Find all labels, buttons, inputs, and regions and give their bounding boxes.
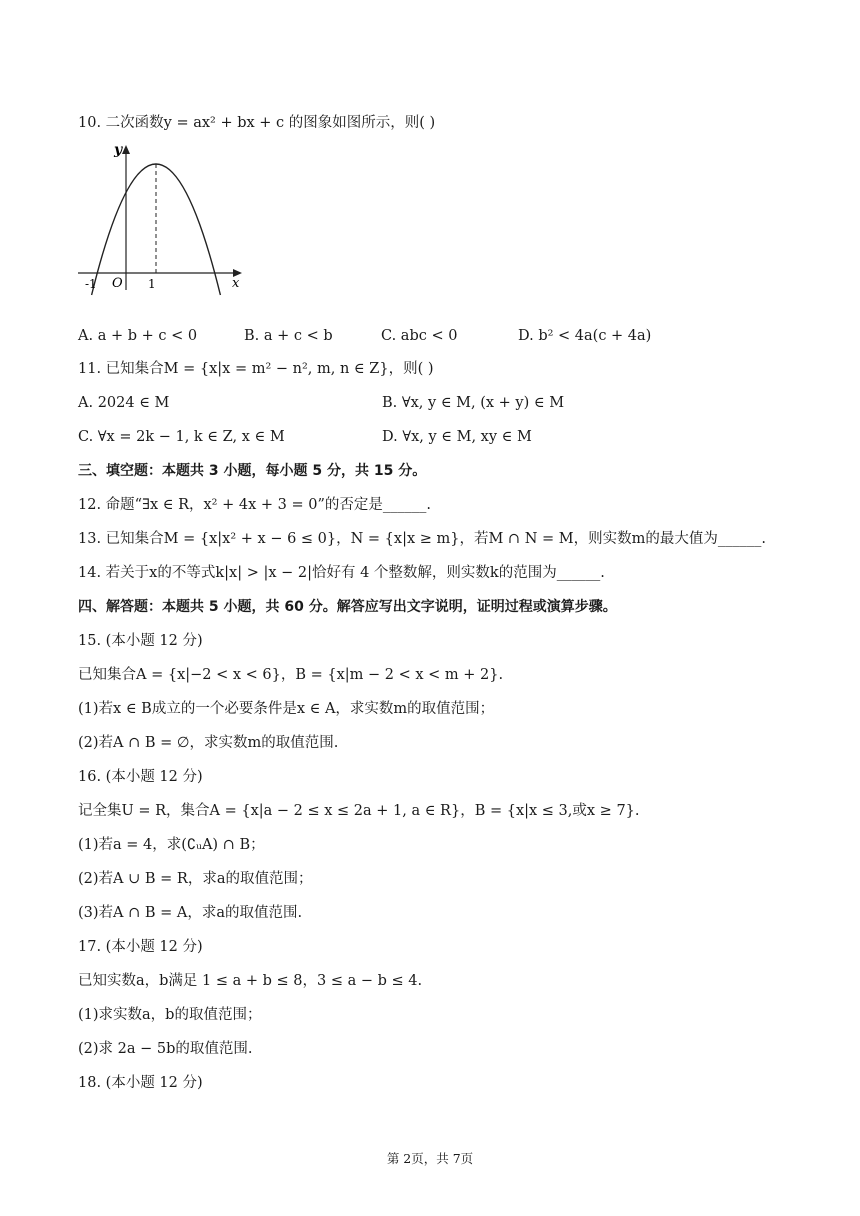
- q11-option-c: C. ∀x = 2k − 1, k ∈ Z, x ∈ M: [78, 429, 285, 445]
- q17-heading: 17. (本小题 12 分): [78, 939, 203, 955]
- tick-label-neg1: -1: [85, 277, 97, 291]
- q13-text: 13. 已知集合M = {x|x² + x − 6 ≤ 0}，N = {x|x ≥ m}，若M ∩ N = M，则实数m的最大值为______.: [78, 531, 766, 547]
- q15-part-2: (2)若A ∩ B = ∅，求实数m的取值范围.: [78, 735, 339, 751]
- q11-option-d: D. ∀x, y ∈ M, xy ∈ M: [382, 429, 532, 445]
- q17-given: 已知实数a，b满足 1 ≤ a + b ≤ 8，3 ≤ a − b ≤ 4.: [78, 973, 423, 989]
- origin-label: O: [112, 276, 123, 291]
- q11-option-b: B. ∀x, y ∈ M, (x + y) ∈ M: [382, 395, 565, 411]
- y-axis-label: y: [114, 142, 123, 158]
- q18-heading: 18. (本小题 12 分): [78, 1075, 203, 1091]
- q16-heading: 16. (本小题 12 分): [78, 769, 203, 785]
- q17-part-2: (2)求 2a − 5b的取值范围.: [78, 1041, 253, 1057]
- tick-label-1: 1: [148, 277, 156, 291]
- q15-given: 已知集合A = {x|−2 < x < 6}，B = {x|m − 2 < x < m + 2}.: [78, 667, 504, 683]
- section-4-heading: 四、解答题：本题共 5 小题，共 60 分。解答应写出文字说明，证明过程或演算步骤。: [78, 599, 617, 615]
- q10-option-b: B. a + c < b: [244, 328, 333, 344]
- q10-parabola-graph: [76, 140, 256, 300]
- q16-part-1: (1)若a = 4，求(∁ᵤA) ∩ B；: [78, 837, 265, 853]
- q15-heading: 15. (本小题 12 分): [78, 633, 203, 649]
- q10-stem: 10. 二次函数y = ax² + bx + c 的图象如图所示，则( ): [78, 115, 436, 131]
- x-axis-label: x: [232, 276, 240, 291]
- q17-part-1: (1)求实数a，b的取值范围；: [78, 1007, 262, 1023]
- q11-option-a: A. 2024 ∈ M: [78, 395, 170, 411]
- q16-given: 记全集U = R，集合A = {x|a − 2 ≤ x ≤ 2a + 1, a ∈ R}，B = {x|x ≤ 3,或x ≥ 7}.: [78, 803, 640, 819]
- q10-option-c: C. abc < 0: [381, 328, 458, 344]
- q15-part-1: (1)若x ∈ B成立的一个必要条件是x ∈ A，求实数m的取值范围；: [78, 701, 495, 717]
- q12-text: 12. 命题“∃x ∈ R，x² + 4x + 3 = 0”的否定是______.: [78, 497, 431, 513]
- q10-option-a: A. a + b + c < 0: [78, 328, 198, 344]
- page-footer: 第 2页，共 7页: [386, 1151, 474, 1166]
- q10-option-d: D. b² < 4a(c + 4a): [518, 328, 652, 344]
- q16-part-2: (2)若A ∪ B = R，求a的取值范围；: [78, 871, 313, 887]
- y-axis-arrow-icon: [122, 145, 130, 154]
- q16-part-3: (3)若A ∩ B = A，求a的取值范围.: [78, 905, 303, 921]
- q11-stem: 11. 已知集合M = {x|x = m² − n², m, n ∈ Z}，则( ): [78, 361, 434, 377]
- q14-text: 14. 若关于x的不等式k|x| > |x − 2|恰好有 4 个整数解，则实数k的范围为______.: [78, 565, 605, 581]
- section-3-heading: 三、填空题：本题共 3 小题，每小题 5 分，共 15 分。: [78, 463, 427, 479]
